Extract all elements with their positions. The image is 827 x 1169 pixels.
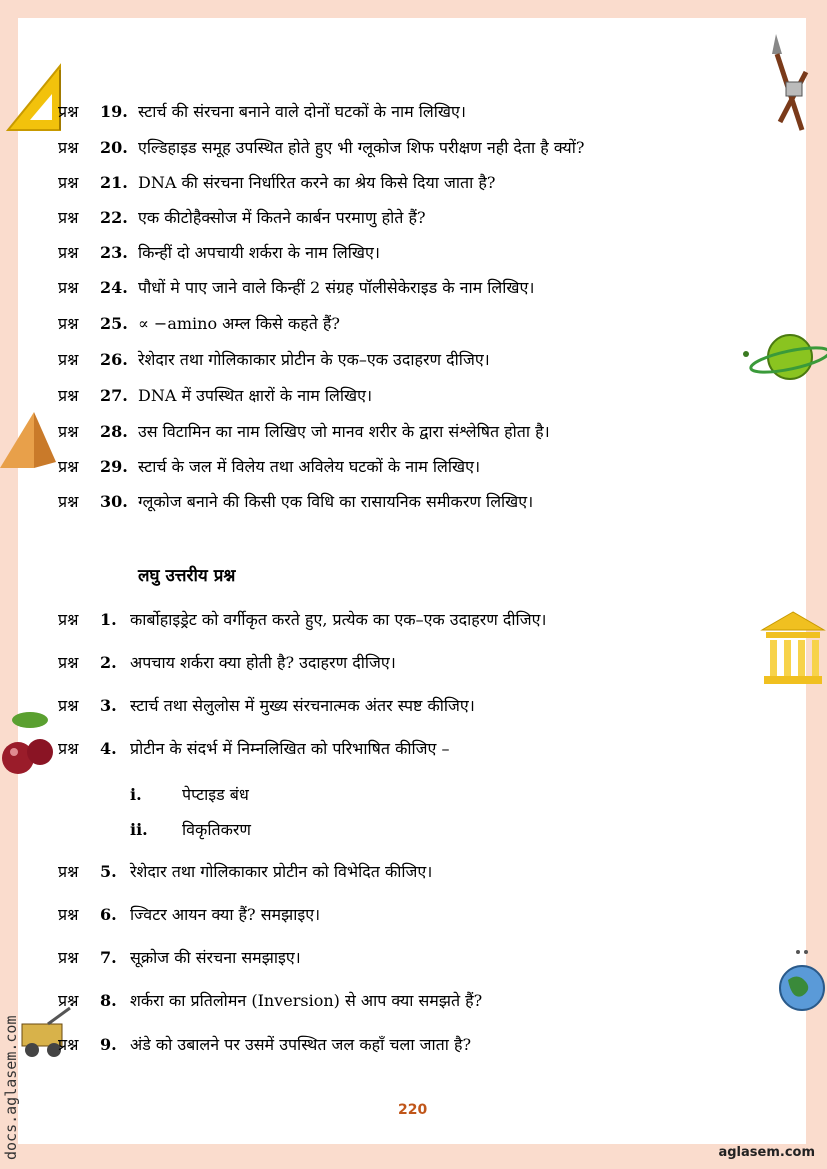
question-23 — [58, 243, 380, 263]
question-label: प्रश्न — [58, 314, 79, 333]
question-number: 3. — [100, 696, 117, 715]
short-question-8 — [58, 991, 482, 1011]
temple-icon — [760, 608, 826, 686]
sub-item-roman: ii. — [130, 820, 148, 839]
question-label: प्रश्न — [58, 739, 79, 758]
watermark: docs.aglasem.com — [2, 1015, 20, 1160]
question-text: एल्डिहाइड समूह उपस्थित होते हुए भी ग्लूकोज शिफ परीक्षण नही देता है क्यों? — [138, 138, 585, 157]
question-number: 28. — [100, 422, 128, 441]
question-text: अपचाय शर्करा क्या होती है? उदाहरण दीजिए। — [130, 653, 396, 672]
pyramid-icon — [0, 410, 58, 472]
question-number: 2. — [100, 653, 117, 672]
question-number: 19. — [100, 102, 128, 121]
section-heading: लघु उत्तरीय प्रश्न — [138, 566, 236, 586]
question-27 — [58, 386, 372, 406]
question-text: DNA में उपस्थित क्षारों के नाम लिखिए। — [138, 386, 373, 405]
question-label: प्रश्न — [58, 653, 79, 672]
question-label: प्रश्न — [58, 991, 79, 1010]
sub-item-i — [130, 783, 249, 805]
question-label: प्रश्न — [58, 138, 79, 157]
question-26 — [58, 350, 490, 370]
question-label: प्रश्न — [58, 1035, 79, 1054]
question-text: अंडे को उबालने पर उसमें उपस्थित जल कहाँ चला जाता है? — [130, 1035, 472, 1054]
question-text: स्टार्च तथा सेलुलोस में मुख्य संरचनात्मक अंतर स्पष्ट कीजिए। — [130, 696, 475, 715]
question-text: DNA की संरचना निर्धारित करने का श्रेय किसे दिया जाता है? — [138, 173, 496, 192]
question-number: 6. — [100, 905, 117, 924]
sub-item-roman: i. — [130, 785, 142, 804]
question-label: प्रश्न — [58, 386, 79, 405]
question-29 — [58, 457, 480, 477]
question-number: 22. — [100, 208, 128, 227]
question-label: प्रश्न — [58, 422, 79, 441]
question-24 — [58, 278, 534, 298]
question-text: रेशेदार तथा गोलिकाकार प्रोटीन के एक–एक उदाहरण दीजिए। — [138, 350, 490, 369]
question-number: 1. — [100, 610, 117, 629]
question-text: कार्बोहाइड्रेट को वर्गीकृत करते हुए, प्रत्येक का एक–एक उदाहरण दीजिए। — [130, 610, 547, 629]
question-label: प्रश्न — [58, 457, 79, 476]
question-30 — [58, 492, 533, 512]
question-text: रेशेदार तथा गोलिकाकार प्रोटीन को विभेदित कीजिए। — [130, 862, 433, 881]
question-number: 21. — [100, 173, 128, 192]
question-number: 8. — [100, 991, 117, 1010]
question-text: किन्हीं दो अपचायी शर्करा के नाम लिखिए। — [138, 243, 380, 262]
question-25 — [58, 314, 340, 334]
question-label: प्रश्न — [58, 278, 79, 297]
short-question-9 — [58, 1035, 471, 1055]
question-label: प्रश्न — [58, 173, 79, 192]
question-text: ग्लूकोज बनाने की किसी एक विधि का रासायनिक समीकरण लिखिए। — [138, 492, 534, 511]
page-number: 220 — [398, 1102, 428, 1118]
question-number: 27. — [100, 386, 128, 405]
question-22 — [58, 208, 426, 228]
question-label: प्रश्न — [58, 862, 79, 881]
sub-item-text: विकृतिकरण — [182, 820, 251, 839]
question-label: प्रश्न — [58, 350, 79, 369]
question-text: ∝ −amino अम्ल किसे कहते हैं? — [138, 314, 341, 333]
sub-item-ii — [130, 818, 251, 840]
question-number: 26. — [100, 350, 128, 369]
question-number: 20. — [100, 138, 128, 157]
site-link[interactable]: aglasem.com — [718, 1145, 815, 1160]
question-number: 24. — [100, 278, 128, 297]
question-label: प्रश्न — [58, 948, 79, 967]
question-number: 25. — [100, 314, 128, 333]
question-28 — [58, 422, 550, 442]
question-label: प्रश्न — [58, 208, 79, 227]
planet-icon — [740, 330, 827, 385]
short-question-4 — [58, 739, 450, 759]
question-text: ज्विटर आयन क्या हैं? समझाइए। — [130, 905, 321, 924]
question-label: प्रश्न — [58, 492, 79, 511]
short-question-3 — [58, 696, 475, 716]
question-text: सूक्रोज की संरचना समझाइए। — [130, 948, 301, 967]
question-20 — [58, 138, 584, 158]
question-label: प्रश्न — [58, 243, 79, 262]
question-text: शर्करा का प्रतिलोमन (Inversion) से आप क्या समझते हैं? — [130, 991, 483, 1010]
question-text: पौधों मे पाए जाने वाले किन्हीं 2 संग्रह पॉलीसेकेराइड के नाम लिखिए। — [138, 278, 535, 297]
sub-item-text: पेप्टाइड बंध — [182, 785, 249, 804]
ruler-triangle-icon — [2, 60, 68, 136]
tools-icon — [760, 32, 820, 136]
short-question-6 — [58, 905, 320, 925]
short-question-2 — [58, 653, 396, 673]
short-question-1 — [58, 610, 546, 630]
question-label: प्रश्न — [58, 102, 79, 121]
question-text: एक कीटोहैक्सोज में कितने कार्बन परमाणु होते हैं? — [138, 208, 426, 227]
short-question-7 — [58, 948, 301, 968]
question-number: 4. — [100, 739, 117, 758]
question-label: प्रश्न — [58, 610, 79, 629]
question-text: स्टार्च के जल में विलेय तथा अविलेय घटकों के नाम लिखिए। — [138, 457, 481, 476]
question-label: प्रश्न — [58, 905, 79, 924]
question-number: 30. — [100, 492, 128, 511]
question-text: स्टार्च की संरचना बनाने वाले दोनों घटकों के नाम लिखिए। — [138, 102, 466, 121]
question-19 — [58, 102, 466, 122]
cherries-icon — [0, 706, 60, 780]
question-number: 7. — [100, 948, 117, 967]
question-21 — [58, 173, 495, 193]
short-question-5 — [58, 862, 432, 882]
question-number: 5. — [100, 862, 117, 881]
question-number: 9. — [100, 1035, 117, 1054]
question-text: प्रोटीन के संदर्भ में निम्नलिखित को परिभाषित कीजिए – — [130, 739, 450, 758]
question-number: 23. — [100, 243, 128, 262]
question-number: 29. — [100, 457, 128, 476]
globe-icon — [778, 946, 826, 1016]
question-label: प्रश्न — [58, 696, 79, 715]
question-text: उस विटामिन का नाम लिखिए जो मानव शरीर के द्वारा संश्लेषित होता है। — [138, 422, 550, 441]
